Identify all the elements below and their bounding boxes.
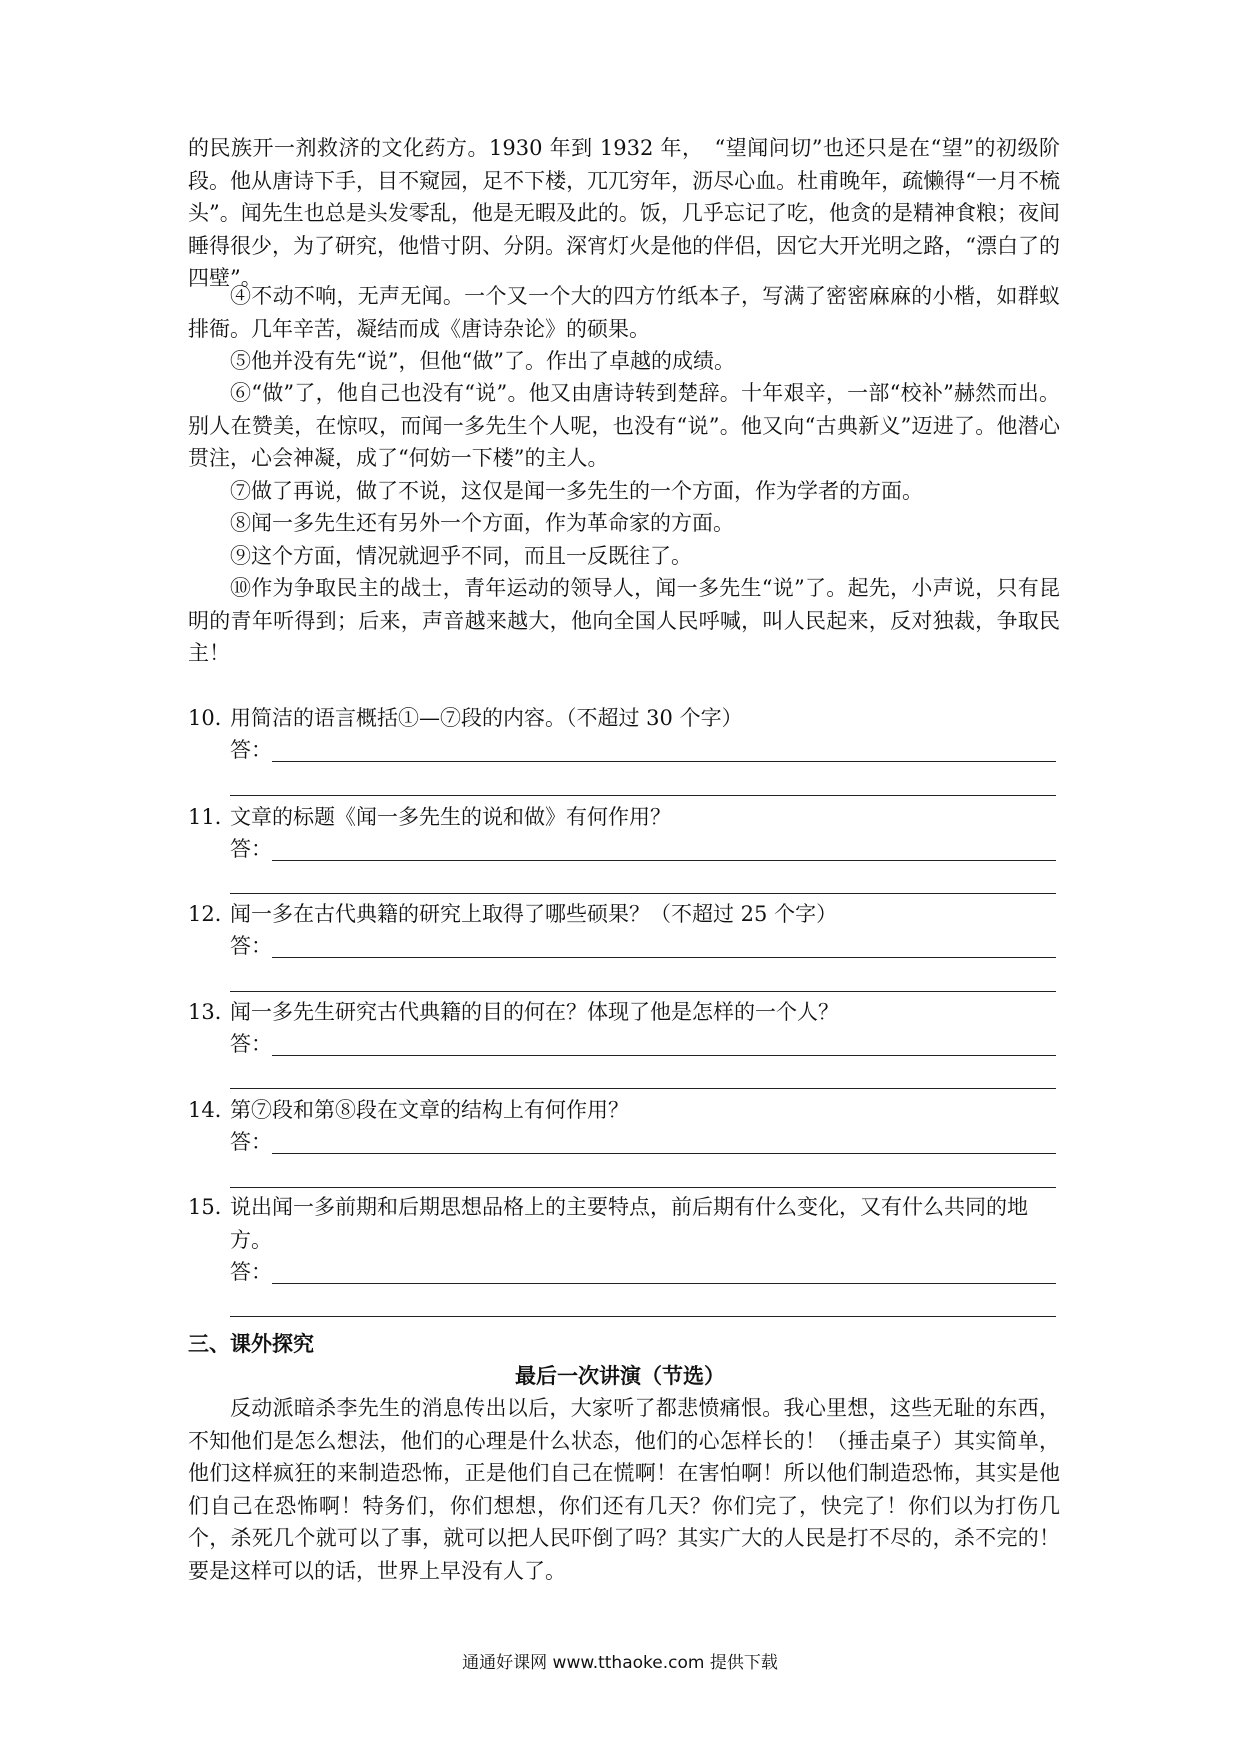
answer-label-14: 答： [230,1130,272,1154]
question-number: 13． [188,1000,236,1024]
answer-line-12b[interactable] [230,991,1056,992]
question-number: 14． [188,1098,236,1122]
passage-paragraph-9: ⑨这个方面，情况就迥乎不同，而且一反既往了。 [230,544,692,568]
question-number: 11． [188,805,236,829]
question-text: 用简洁的语言概括①—⑦段的内容。（不超过 30 个字） [230,706,743,730]
page-footer: 通通好课网 www.tthaoke.com 提供下载 [462,1653,778,1673]
answer-label-13: 答： [230,1032,272,1056]
question-text: 闻一多在古代典籍的研究上取得了哪些硕果？（不超过 25 个字） [230,902,838,926]
passage-paragraph-10: ⑩作为争取民主的战士，青年运动的领导人，闻一多先生“说”了。起先，小声说，只有昆明的青年听得到；后来，声音越来越大，他向全国人民呼喊，叫人民起来，反对独裁，争取民主！ [188,576,1060,665]
answer-label-11: 答： [230,837,272,861]
answer-line-15b[interactable] [230,1316,1056,1317]
passage-paragraph-8: ⑧闻一多先生还有另外一个方面，作为革命家的方面。 [230,511,734,535]
question-11 [188,801,1060,834]
question-text: 闻一多先生研究古代典籍的目的何在？体现了他是怎样的一个人？ [230,1000,839,1024]
answer-line-13a[interactable] [272,1055,1056,1056]
answer-line-12a[interactable] [272,957,1056,958]
answer-line-11a[interactable] [272,860,1056,861]
question-text: 第⑦段和第⑧段在文章的结构上有何作用？ [230,1098,629,1122]
question-13 [188,996,1060,1029]
answer-line-15a[interactable] [272,1283,1056,1284]
section-heading: 三、课外探究 [188,1332,314,1356]
reading-title: 最后一次讲演（节选） [515,1364,725,1388]
question-number: 12． [188,902,236,926]
question-12 [188,898,1060,931]
passage-paragraph-7: ⑦做了再说，做了不说，这仅是闻一多先生的一个方面，作为学者的方面。 [230,479,923,503]
answer-line-10a[interactable] [272,761,1056,762]
answer-line-14b[interactable] [230,1187,1056,1188]
answer-line-10b[interactable] [230,795,1056,796]
answer-label-15: 答： [230,1260,272,1284]
passage-paragraph-6: ⑥“做”了，他自己也没有“说”。他又由唐诗转到楚辞。十年艰辛，一部“校补”赫然而出。别人在赞美，在惊叹，而闻一多先生个人呢，也没有“说”。他又向“古典新义”迈进了。他潜心贯注，心会神凝，成了“何妨一下楼”的主人。 [188,381,1060,470]
answer-line-13b[interactable] [230,1088,1056,1089]
answer-label-10: 答： [230,738,272,762]
question-text: 说出闻一多前期和后期思想品格上的主要特点，前后期有什么变化，又有什么共同的地方。 [230,1195,1028,1252]
answer-label-12: 答： [230,934,272,958]
question-number: 10． [188,706,236,730]
answer-line-14a[interactable] [272,1153,1056,1154]
question-10 [188,702,1060,735]
question-14 [188,1094,1060,1127]
answer-line-11b[interactable] [230,893,1056,894]
question-15 [188,1191,1060,1256]
passage-paragraph-3-continued: 的民族开一剂救济的文化药方。1930 年到 1932 年， “望闻问切”也还只是在“望”的初级阶段。他从唐诗下手，目不窥园，足不下楼，兀兀穷年，沥尽心血。杜甫晚年，疏懒得“一月不梳头”。闻先生也总是头发零乱，他是无暇及此的。饭，几乎忘记了吃，他贪的是精神食粮；夜间睡得很少，为了研究，他惜寸阴、分阴。深宵灯火是他的伴侣，因它大开光明之路，“漂白了的四壁”。 [188,136,1060,290]
question-number: 15． [188,1195,236,1219]
question-text: 文章的标题《闻一多先生的说和做》有何作用？ [230,805,671,829]
passage-paragraph-5: ⑤他并没有先“说”，但他“做”了。作出了卓越的成绩。 [230,349,735,373]
reading-body: 反动派暗杀李先生的消息传出以后，大家听了都悲愤痛恨。我心里想，这些无耻的东西，不知他们是怎么想法，他们的心理是什么状态，他们的心怎样长的！（捶击桌子）其实简单，他们这样疯狂的来制造恐怖，正是他们自己在慌啊！在害怕啊！所以他们制造恐怖，其实是他们自己在恐怖啊！特务们，你们想想，你们还有几天？你们完了，快完了！你们以为打伤几个，杀死几个就可以了事，就可以把人民吓倒了吗？其实广大的人民是打不尽的，杀不完的！要是这样可以的话，世界上早没有人了。 [188,1396,1060,1583]
passage-paragraph-4: ④不动不响，无声无闻。一个又一个大的四方竹纸本子，写满了密密麻麻的小楷，如群蚁排衙。几年辛苦，凝结而成《唐诗杂论》的硕果。 [188,284,1060,341]
